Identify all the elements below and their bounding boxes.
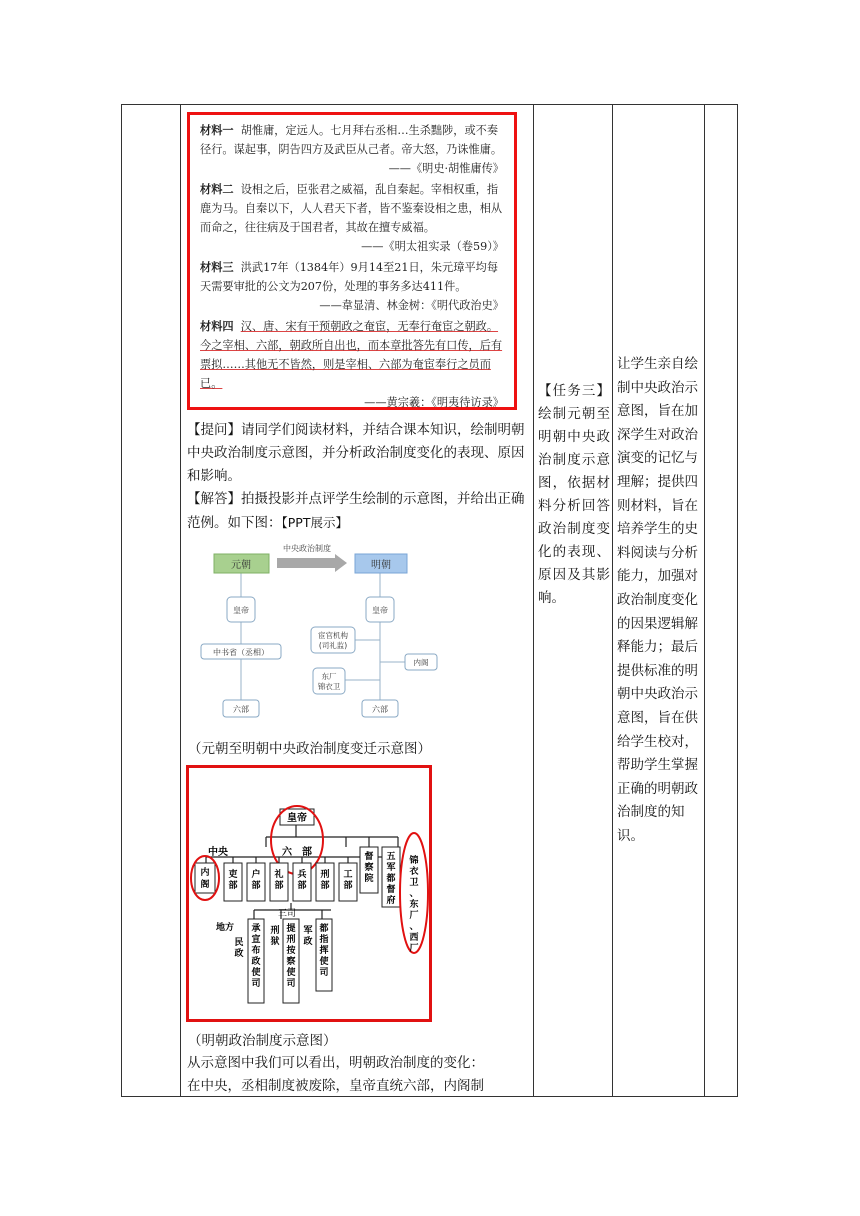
lii-bu-text: 礼部 <box>274 870 284 891</box>
neige-text: 内 <box>200 868 210 878</box>
center-label: 中央 <box>208 847 228 858</box>
duzhi-text: 都指挥使司 <box>319 924 329 978</box>
ming-six-text: 六部 <box>372 705 388 714</box>
zhongshu-text: 中书省（丞相） <box>213 648 269 657</box>
xingyu-text: 刑狱 <box>270 926 280 947</box>
neige-text: 内阁 <box>413 658 429 667</box>
six-bu-text: 六 部 <box>282 847 312 858</box>
arrow-label: 中央政治制度 <box>283 544 331 553</box>
eunuch-text-1: 宦官机构 <box>318 631 348 640</box>
question-answer <box>187 419 527 535</box>
minzheng-text: 民政 <box>234 938 244 959</box>
answer: 【解答】拍摄投影并点评学生绘制的示意图，并给出正确范例。如下图：【PPT展示】 <box>187 491 525 531</box>
san-si-label: 三司 <box>278 909 297 919</box>
intent-text: 让学生亲自绘制中央政治示意图，旨在加深学生对政治演变的记忆与理解；提供四则材料，旨在培养学生的史料阅读与分析能力，加强对政治制度变化的因果逻辑解释能力；最后提供标准的明朝中央政治示意图，旨在供给学生校对，帮助学生掌握正确的明朝政治制度的知识。 <box>617 356 698 844</box>
material-2-source: ——《明太祖实录（卷59）》 <box>361 240 504 253</box>
column-divider <box>180 105 181 1096</box>
material-3-source: ——韋显清、林金树：《明代政治史》 <box>319 299 504 312</box>
material-2: 材料二 设相之后，臣张君之威福，乱自秦起。宰相权重，指鹿为马。自秦以下，人人君天下者，皆不鉴秦设相之患，相从而命之，往往病及于国君者，其故在擅专威福。 <box>200 182 503 234</box>
task-cell <box>538 380 610 610</box>
change-arrow <box>277 554 347 572</box>
dongchang-text-2: 锦衣卫 <box>317 682 341 691</box>
ming-emperor-text: 皇帝 <box>372 606 388 615</box>
emperor-text: 皇帝 <box>287 813 307 824</box>
yuan-emperor-text: 皇帝 <box>233 606 249 615</box>
analysis-text <box>187 1052 529 1098</box>
analysis-line-1: 从示意图中我们可以看出，明朝政治制度的变化： <box>187 1055 484 1071</box>
neige-text-2: 阁 <box>200 880 210 890</box>
hu-bu-text: 户部 <box>251 870 261 891</box>
material-4-source: ——黄宗羲：《明夷待访录》 <box>364 396 504 409</box>
junzheng-text: 军政 <box>303 926 313 947</box>
material-1: 材料一 胡惟庸，定远人。七月拜右丞相…生杀黜陟，或不奏径行。谋起事，阴告四方及武臣从己者。帝大怒，乃诛惟庸。 <box>200 123 503 156</box>
li-bu-text: 吏部 <box>228 870 238 891</box>
column-divider <box>533 105 534 1096</box>
material-1-source: ——《明史·胡惟庸传》 <box>388 162 504 175</box>
material-3: 材料三 洪武17年（1384年）9月14至21日，朱元璋平均每天需要审批的公文为207份，处理的事务多达411件。 <box>200 260 499 293</box>
yuan-six-text: 六部 <box>233 705 249 714</box>
eunuch-text-2: (司礼监) <box>318 641 348 650</box>
bing-bu-text: 兵部 <box>297 870 307 891</box>
ming-system-diagram <box>186 765 432 1022</box>
column-divider <box>612 105 613 1096</box>
xing-bu-text: 刑部 <box>320 870 330 891</box>
ming-label: 明朝 <box>371 560 391 571</box>
wujun-text: 五军都督府 <box>386 852 396 906</box>
analysis-line-2: 在中央，丞相制度被废除，皇帝直统六部，内阁制 <box>187 1078 484 1094</box>
task-text: 【任务三】绘制元朝至明朝中央政治制度示意图，依据材料分析回答政治制度变化的表现、原因及其影响。 <box>538 383 610 606</box>
yuan-ming-diagram <box>195 542 429 724</box>
jinyi-text: 锦衣卫、东厂、西厂 <box>409 856 419 954</box>
dongchang-text-1: 东厂 <box>321 672 337 681</box>
intent-cell <box>617 353 703 848</box>
chengxuan-text: 承宣布政使司 <box>251 924 261 989</box>
diagram1-caption: （元朝至明朝中央政治制度变迁示意图） <box>188 741 431 757</box>
tixing-text: 提刑按察使司 <box>286 924 296 989</box>
gong-bu-text: 工部 <box>343 870 353 891</box>
material-4: 材料四 汉、唐、宋有干预朝政之奄宦，无奉行奄宦之朝政。今之宰相、六部，朝政所自出也，而本章批答先有口传，后有票拟……其他无不皆然，则是宰相、六部为奄宦奉行之员而已。 <box>200 319 503 390</box>
ducha-text: 督察院 <box>364 852 374 884</box>
materials-box <box>187 112 517 410</box>
diagram2-caption: （明朝政治制度示意图） <box>188 1033 337 1049</box>
difang-label: 地方 <box>216 923 235 933</box>
column-divider <box>704 105 705 1096</box>
yuan-label: 元朝 <box>231 560 251 571</box>
question: 【提问】请同学们阅读材料，并结合课本知识，绘制明朝中央政治制度示意图，并分析政治制度变化的表现、原因和影响。 <box>187 422 525 484</box>
